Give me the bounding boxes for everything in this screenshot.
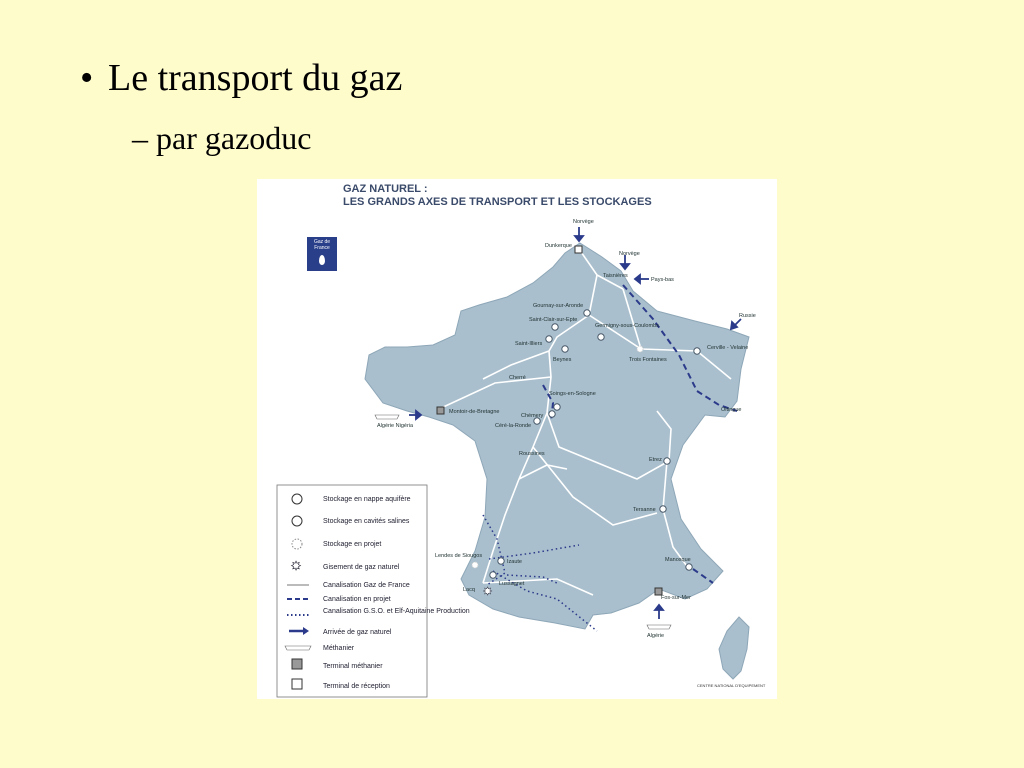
legend-label-8: Méthanier: [323, 645, 355, 652]
legend-label-2: Stockage en projet: [323, 541, 382, 548]
label-algerie: Algérie: [647, 633, 665, 639]
lendes-icon: [472, 562, 478, 568]
slide-sub-bullet: – par gazoduc: [132, 120, 312, 156]
label-germigny: Germigny-sous-Coulombs: [595, 323, 659, 329]
label-lendes: Lendes de Siougos: [435, 553, 483, 559]
legend-label-5: Canalisation en projet: [323, 596, 391, 603]
map-credit: CENTRE NATIONAL D'EQUIPEMENT: [697, 683, 766, 688]
gas-map: [257, 179, 777, 699]
label-izaute: Izaute: [507, 559, 522, 565]
corsica-land: [719, 617, 749, 679]
dunkerque-terminal-icon: [575, 246, 582, 253]
lacq-star-icon: ✸: [483, 586, 493, 598]
legend-label-7: Arrivée de gaz naturel: [323, 629, 392, 636]
label-algerie-nigeria: Algérie Nigéria: [377, 423, 414, 429]
label-lussagnet: Lussagnet: [499, 581, 525, 587]
white-square-icon: [292, 679, 302, 689]
label-tersanne: Tersanne: [633, 507, 656, 513]
bullet-dot: •: [80, 57, 94, 99]
label-cherre: Cherré: [509, 375, 526, 381]
label-etrez: Etrez: [649, 457, 662, 463]
trois-fontaines-icon: [637, 346, 643, 352]
label-fos: Fos-sur-Mer: [661, 595, 691, 601]
logo-text: Gaz de France: [313, 239, 331, 251]
legend-label-1: Stockage en cavités salines: [323, 518, 410, 525]
label-saint-illiers: Saint-Illiers: [515, 341, 543, 347]
label-lacq: Lacq: [463, 587, 475, 593]
legend-label-10: Terminal de réception: [323, 683, 390, 690]
ship-icon: [285, 646, 311, 650]
label-chemery: Chémery: [521, 413, 544, 419]
gaz-de-france-logo: [307, 237, 337, 271]
montoir-terminal-icon: [437, 407, 444, 414]
legend: [277, 485, 470, 697]
label-russie: Russie: [739, 313, 756, 319]
salt-circle-icon: [292, 516, 302, 526]
slide-bullet: [80, 56, 402, 100]
label-cere: Céré-la-Ronde: [495, 423, 532, 429]
flame-drop-icon: [319, 255, 325, 265]
fos-terminal-icon: [655, 588, 662, 595]
dotted-circle-icon: [292, 539, 302, 549]
label-norvege-2: Norvège: [619, 251, 640, 257]
label-norvege-1: Norvège: [573, 219, 594, 225]
label-pays-bas: Pays-bas: [651, 277, 674, 283]
map-title-line1: GAZ NATUREL :: [343, 183, 428, 195]
aquifer-circle-icon: [292, 494, 302, 504]
star-icon: ✸: [291, 559, 302, 573]
ship-icon-med: [647, 625, 671, 629]
legend-label-6: Canalisation G.S.O. et Elf-Aquitaine Production: [323, 608, 470, 615]
grey-square-icon: [292, 659, 302, 669]
label-beynes: Beynes: [553, 357, 572, 363]
ship-icon-atlantic: [375, 415, 399, 419]
label-taisnieres: Taisnières: [603, 273, 628, 279]
label-montoir: Montoir-de-Bretagne: [449, 409, 500, 415]
label-dunkerque: Dunkerque: [545, 243, 572, 249]
label-roussines: Roussines: [519, 451, 545, 457]
legend-label-4: Canalisation Gaz de France: [323, 582, 410, 589]
map-title: [343, 183, 652, 209]
label-soings: Soings-en-Sologne: [549, 391, 596, 397]
bullet-text: Le transport du gaz: [108, 57, 403, 99]
label-trois-fontaines: Trois Fontaines: [629, 357, 667, 363]
label-oltingue: Oltingue: [721, 407, 742, 413]
label-gournay: Gournay-sur-Aronde: [533, 303, 584, 309]
legend-label-9: Terminal méthanier: [323, 663, 383, 670]
legend-label-0: Stockage en nappe aquifère: [323, 496, 411, 503]
label-saint-clair: Saint-Clair-sur-Epte: [529, 317, 578, 323]
legend-label-3: Gisement de gaz naturel: [323, 564, 400, 571]
map-title-line2: LES GRANDS AXES DE TRANSPORT ET LES STOCKAGES: [343, 196, 652, 208]
label-manosque: Manosque: [665, 557, 691, 563]
label-cerville: Cerville - Velaine: [707, 345, 749, 351]
